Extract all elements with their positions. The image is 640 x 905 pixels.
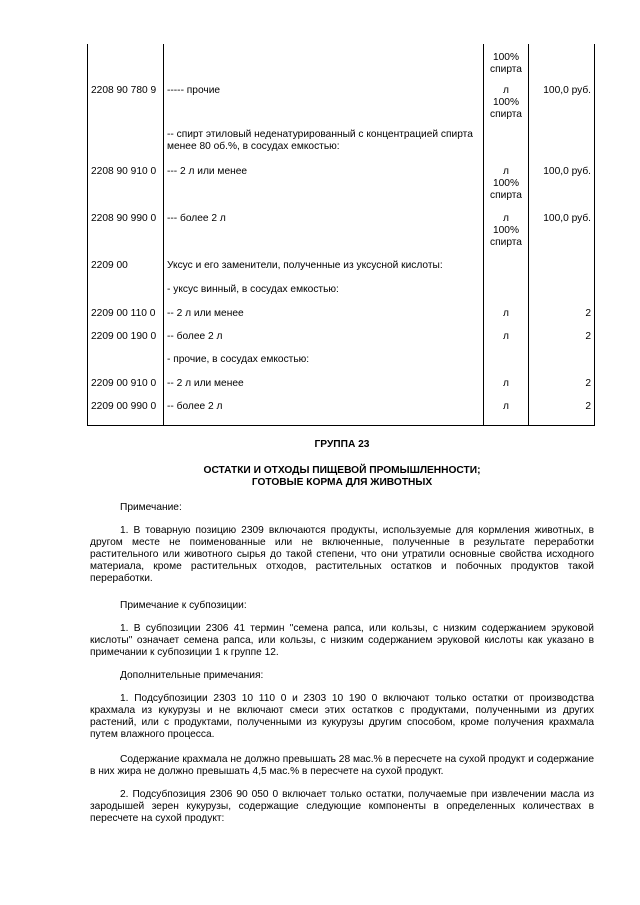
rate-cell [529,351,595,375]
tariff-code-cell [88,351,164,375]
table-row [88,257,595,281]
rate-cell: 100,0 руб. [529,82,595,126]
unit-cell: л 100% спирта [484,163,529,210]
unit-cell: л [484,375,529,398]
group-subtitle-line2: ГОТОВЫЕ КОРМА ДЛЯ ЖИВОТНЫХ [251,477,433,488]
unit-cell: л [484,305,529,328]
table-row [88,305,595,328]
description-cell: -- более 2 л [164,398,484,425]
table-row [88,351,595,375]
unit-cell [484,281,529,305]
addnote-paragraph-1: 1. Подсубпозиции 2303 10 110 0 и 2303 10 190 0 включают только остатки от производства крахмала из кукурузы и не включают смеси этих остатков с продуктами, полученными из других растений, или с продуктами, полученными из кукурузы другим способом, кроме получения крахмала путем влажного процесса. [90,693,594,740]
tariff-code-cell: 2208 90 910 0 [88,163,164,210]
table-row [88,328,595,351]
unit-cell [484,126,529,163]
description-cell: --- более 2 л [164,210,484,257]
description-cell: -- 2 л или менее [164,305,484,328]
group-subtitle-line1: ОСТАТКИ И ОТХОДЫ ПИЩЕВОЙ ПРОМЫШЛЕННОСТИ; [203,465,481,476]
note-label: Примечание: [120,502,182,513]
tariff-code-cell [88,44,164,82]
tariff-code-cell: 2209 00 990 0 [88,398,164,425]
tariff-code-cell: 2208 90 780 9 [88,82,164,126]
description-cell [164,44,484,82]
description-cell: --- 2 л или менее [164,163,484,210]
tariff-code-cell [88,281,164,305]
table-row [88,82,595,126]
description-cell: -- 2 л или менее [164,375,484,398]
rate-cell [529,126,595,163]
rate-cell: 2 [529,328,595,351]
unit-cell: л 100% спирта [484,210,529,257]
addnote-paragraph-1b: Содержание крахмала не должно превышать 28 мас.% в пересчете на сухой продукт и содержание в них жира не должно превышать 4,5 мас.% в пересчете на сухой продукт. [90,754,594,777]
rate-cell: 2 [529,398,595,425]
description-cell: - прочие, в сосудах емкостью: [164,351,484,375]
table-row [88,281,595,305]
tariff-code-cell: 2209 00 190 0 [88,328,164,351]
tariff-code-cell: 2209 00 110 0 [88,305,164,328]
group-title: ГРУППА 23 [314,439,370,450]
description-cell: -- спирт этиловый неденатурированный с концентрацией спирта менее 80 об.%, в сосудах емкостью: [164,126,484,163]
unit-cell [484,257,529,281]
rate-cell [529,257,595,281]
description-cell: -- более 2 л [164,328,484,351]
note-paragraph-1: 1. В товарную позицию 2309 включаются продукты, используемые для кормления животных, в другом месте не поименованные или не включенные, полученные в результате переработки растительного или животного сырья до такой степени, что они утратили основные свойства исходного материала, кроме растительных отходов, растительных остатков и побочных продуктов такой переработки. [90,525,594,584]
rate-cell [529,44,595,82]
rate-cell: 100,0 руб. [529,163,595,210]
addnote-paragraph-2: 2. Подсубпозиция 2306 90 050 0 включает только остатки, получаемые при извлечении масла из зародышей зерен кукурузы, содержащие следующие компоненты в определенных количествах в пересчете на сухой продукт: [90,789,594,824]
tariff-code-cell: 2208 90 990 0 [88,210,164,257]
addnote-label: Дополнительные примечания: [120,670,264,681]
unit-cell: л [484,328,529,351]
table-row [88,44,595,82]
description-cell: - уксус винный, в сосудах емкостью: [164,281,484,305]
unit-cell: л 100% спирта [484,82,529,126]
subnote-label: Примечание к субпозиции: [120,600,247,611]
description-cell: ----- прочие [164,82,484,126]
rate-cell [529,281,595,305]
unit-cell [484,351,529,375]
table-row [88,163,595,210]
subnote-paragraph-1: 1. В субпозиции 2306 41 термин "семена рапса, или кользы, с низким содержанием эруковой кислоты" означает семена рапса, или кользы, с низким содержанием эруковой кислоты как указано в примечании к субпозиции 1 к группе 12. [90,623,594,658]
rate-cell: 100,0 руб. [529,210,595,257]
description-cell: Уксус и его заменители, полученные из уксусной кислоты: [164,257,484,281]
table-row [88,210,595,257]
group-subtitle [90,465,594,489]
unit-cell: 100% спирта [484,44,529,82]
tariff-code-cell: 2209 00 910 0 [88,375,164,398]
table-row [88,126,595,163]
tariff-table [87,44,594,425]
tariff-code-cell: 2209 00 [88,257,164,281]
table-row [88,398,595,425]
unit-cell: л [484,398,529,425]
rate-cell: 2 [529,375,595,398]
rate-cell: 2 [529,305,595,328]
table-row [88,375,595,398]
tariff-code-cell [88,126,164,163]
